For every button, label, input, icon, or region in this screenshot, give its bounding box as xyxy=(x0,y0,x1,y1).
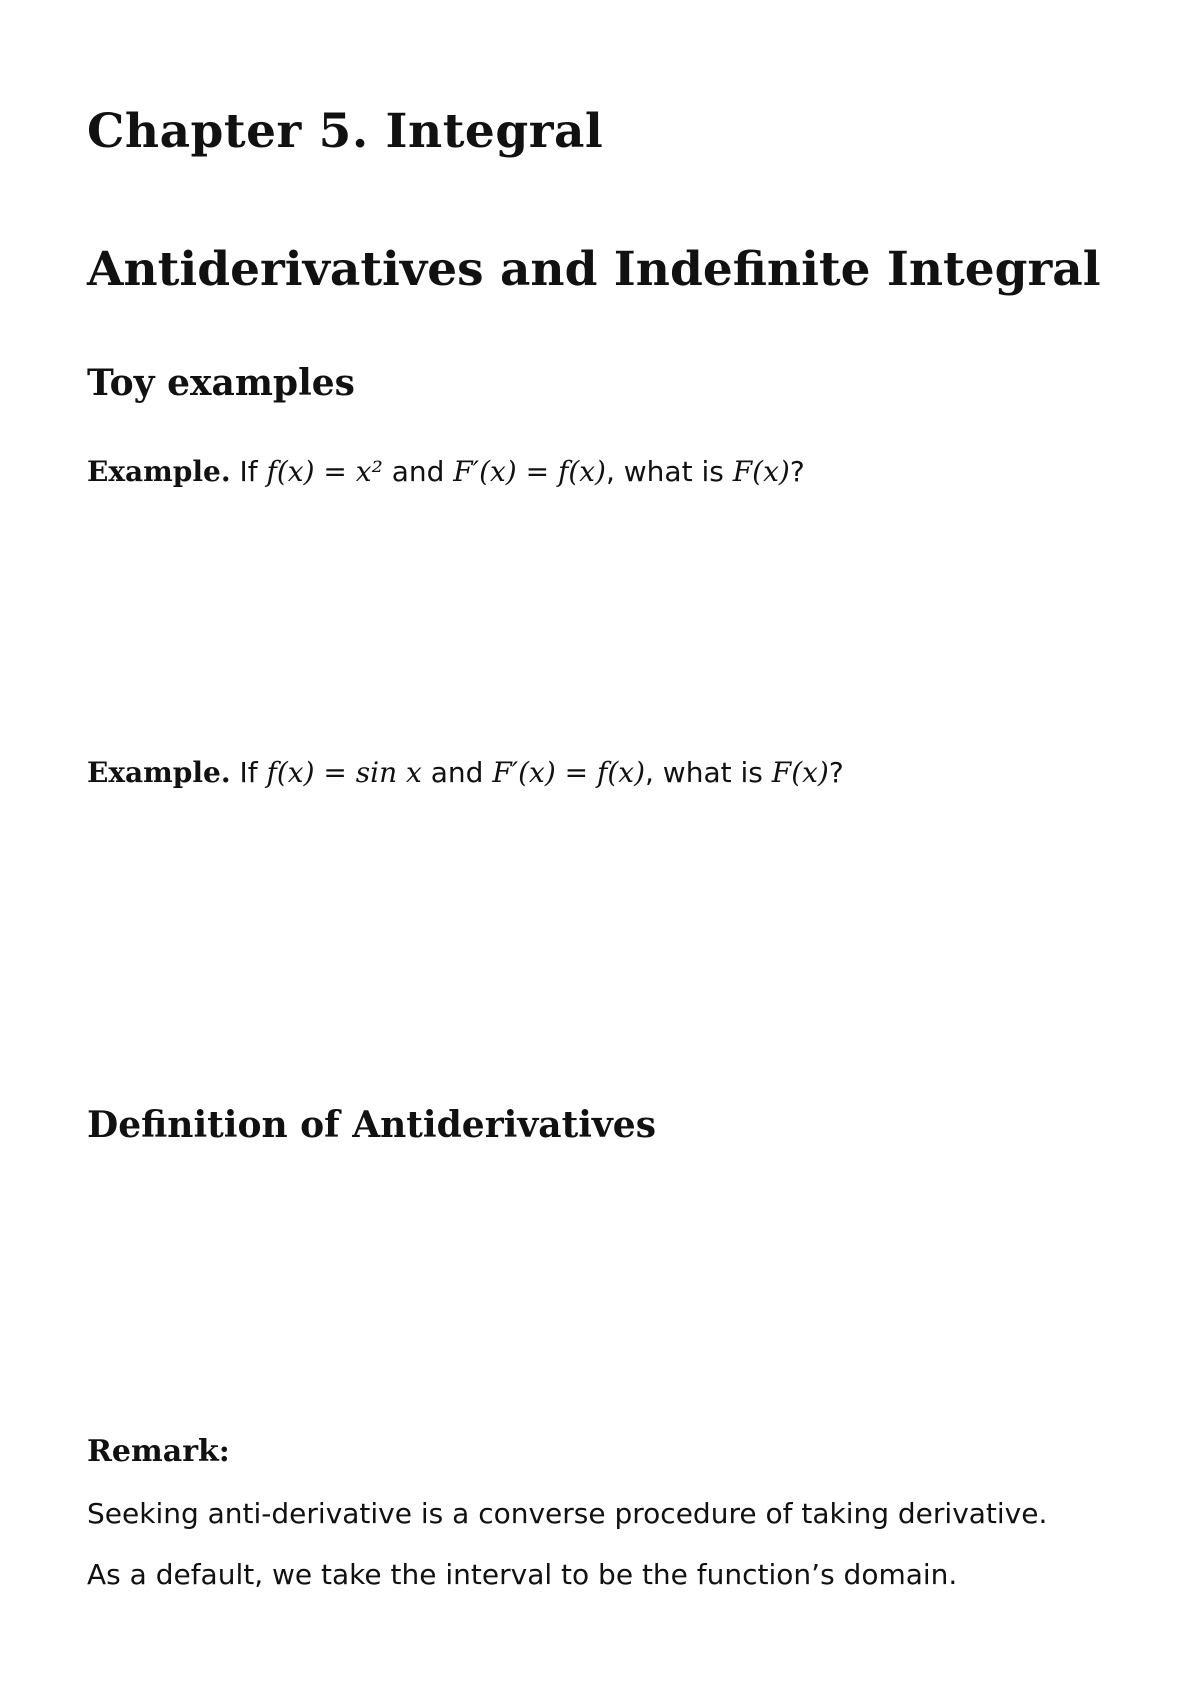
math-expression: F(x) xyxy=(732,455,790,488)
example-2 xyxy=(87,753,844,793)
math-expression: F(x) xyxy=(771,756,829,789)
example-text: and xyxy=(421,756,493,789)
example-text: If xyxy=(230,756,267,789)
example-text: ? xyxy=(789,455,805,488)
example-text: If xyxy=(230,455,267,488)
math-expression: F′(x) = f(x) xyxy=(492,756,645,789)
chapter-title: Chapter 5. Integral xyxy=(87,104,604,159)
math-expression: F′(x) = f(x) xyxy=(453,455,606,488)
example-label: Example. xyxy=(87,756,231,789)
remark-line-1: Seeking anti-derivative is a converse procedure of taking derivative. xyxy=(87,1497,1048,1530)
subsection-toy-examples: Toy examples xyxy=(87,362,355,404)
example-label: Example. xyxy=(87,455,231,488)
math-expression: f(x) = sin x xyxy=(266,756,422,789)
example-text: , what is xyxy=(645,756,772,789)
example-text: , what is xyxy=(605,455,733,488)
subsection-definition: Definition of Antiderivatives xyxy=(87,1104,656,1146)
section-title: Antiderivatives and Indefinite Integral xyxy=(87,242,1101,297)
remark-label: Remark: xyxy=(87,1434,230,1469)
example-text: ? xyxy=(828,756,844,789)
math-expression: f(x) = x² xyxy=(266,455,383,488)
example-1 xyxy=(87,452,805,492)
example-text: and xyxy=(382,455,454,488)
remark-line-2: As a default, we take the interval to be the function’s domain. xyxy=(87,1558,958,1591)
